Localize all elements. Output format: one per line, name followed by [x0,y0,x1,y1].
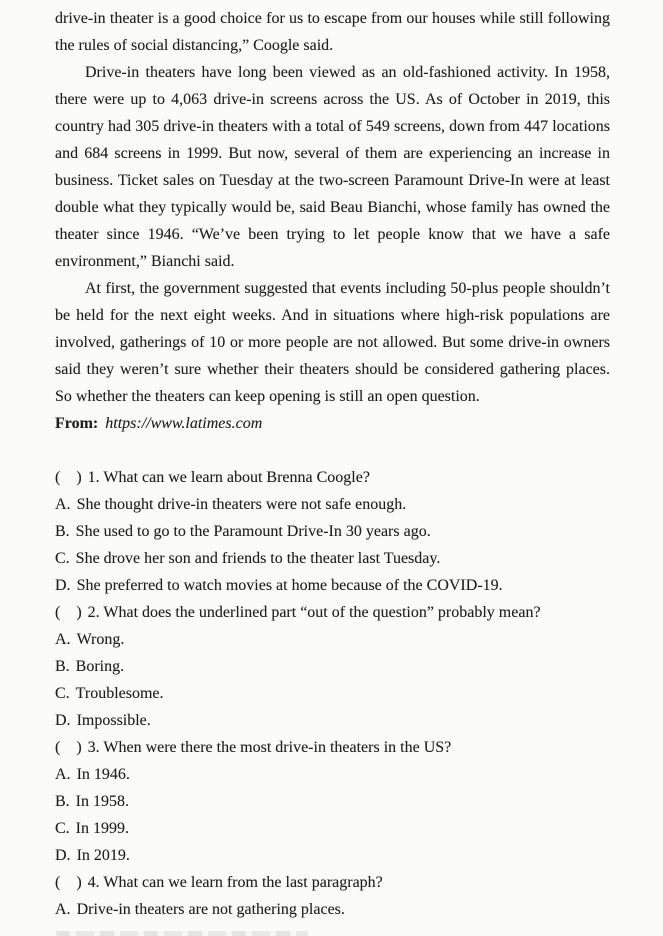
question-stem [55,869,610,896]
option-a [55,491,610,518]
answer-blank: ( ) [55,874,82,891]
option-text: Wrong. [76,631,125,648]
option-label: C. [55,685,70,702]
option-label: A. [55,901,71,918]
option-label: A. [55,766,71,783]
option-text: She thought drive-in theaters were not safe enough. [76,496,407,513]
question-stem [55,734,610,761]
option-label: B. [55,793,70,810]
question-1 [55,464,610,599]
option-a [55,896,610,923]
option-b [55,518,610,545]
question-3 [55,734,610,869]
option-text: In 1958. [75,793,129,810]
cutoff-text-artifact [56,931,308,936]
option-d [55,572,610,599]
option-label: D. [55,712,71,729]
question-stem [55,464,610,491]
option-a [55,626,610,653]
source-line [55,410,610,437]
answer-blank: ( ) [55,604,82,621]
question-stem [55,599,610,626]
option-text: In 2019. [76,847,130,864]
source-label: From: [55,415,99,432]
option-b [55,788,610,815]
option-text: She drove her son and friends to the theater last Tuesday. [75,550,441,567]
option-c [55,815,610,842]
option-d [55,707,610,734]
option-text: Impossible. [76,712,151,729]
question-text: 1. What can we learn about Brenna Coogle? [87,469,370,486]
option-text: Drive-in theaters are not gathering places. [76,901,345,918]
option-c [55,545,610,572]
option-a [55,761,610,788]
option-label: C. [55,550,70,567]
question-2 [55,599,610,734]
option-text: Troublesome. [75,685,164,702]
option-label: C. [55,820,70,837]
answer-blank: ( ) [55,739,82,756]
option-b [55,653,610,680]
option-label: B. [55,523,70,540]
option-label: A. [55,631,71,648]
option-label: A. [55,496,71,513]
option-text: She preferred to watch movies at home because of the COVID-19. [76,577,503,594]
option-c [55,680,610,707]
questions-section [55,464,610,923]
passage-paragraph-continuation: drive-in theater is a good choice for us to escape from our houses while still following the rules of social distancing,” Coogle said. [55,10,610,54]
question-text: 4. What can we learn from the last paragraph? [87,874,383,891]
question-4 [55,869,610,923]
option-text: In 1946. [76,766,130,783]
option-text: She used to go to the Paramount Drive-In 30 years ago. [75,523,431,540]
option-text: Boring. [75,658,125,675]
option-label: D. [55,577,71,594]
option-text: In 1999. [75,820,129,837]
passage-paragraph: Drive-in theaters have long been viewed as an old-fashioned activity. In 1958, there were up to 4,063 drive-in screens across the US. As of October in 2019, this country had 305 drive-in theaters with a total of 549 screens, down from 447 locations and 684 screens in 1999. But now, several of them are experiencing an increase in business. Ticket sales on Tuesday at the two-screen Paramount Drive-In were at least double what they typically would be, said Beau Bianchi, whose family has owned the theater since 1946. “We’ve been trying to let people know that we have a safe environment,” Bianchi said. [55,64,610,270]
option-d [55,842,610,869]
option-label: D. [55,847,71,864]
question-text: 2. What does the underlined part “out of the question” probably mean? [87,604,541,621]
source-url: https://www.latimes.com [105,415,263,432]
reading-passage [55,5,610,437]
answer-blank: ( ) [55,469,82,486]
passage-paragraph: At first, the government suggested that events including 50-plus people shouldn’t be held for the next eight weeks. And in situations where high-risk populations are involved, gatherings of 10 or more people are not allowed. But some drive-in owners said they weren’t sure whether their theaters should be considered gathering places. So whether the theaters can keep opening is still an open question. [55,280,610,405]
question-text: 3. When were there the most drive-in theaters in the US? [87,739,452,756]
option-label: B. [55,658,70,675]
